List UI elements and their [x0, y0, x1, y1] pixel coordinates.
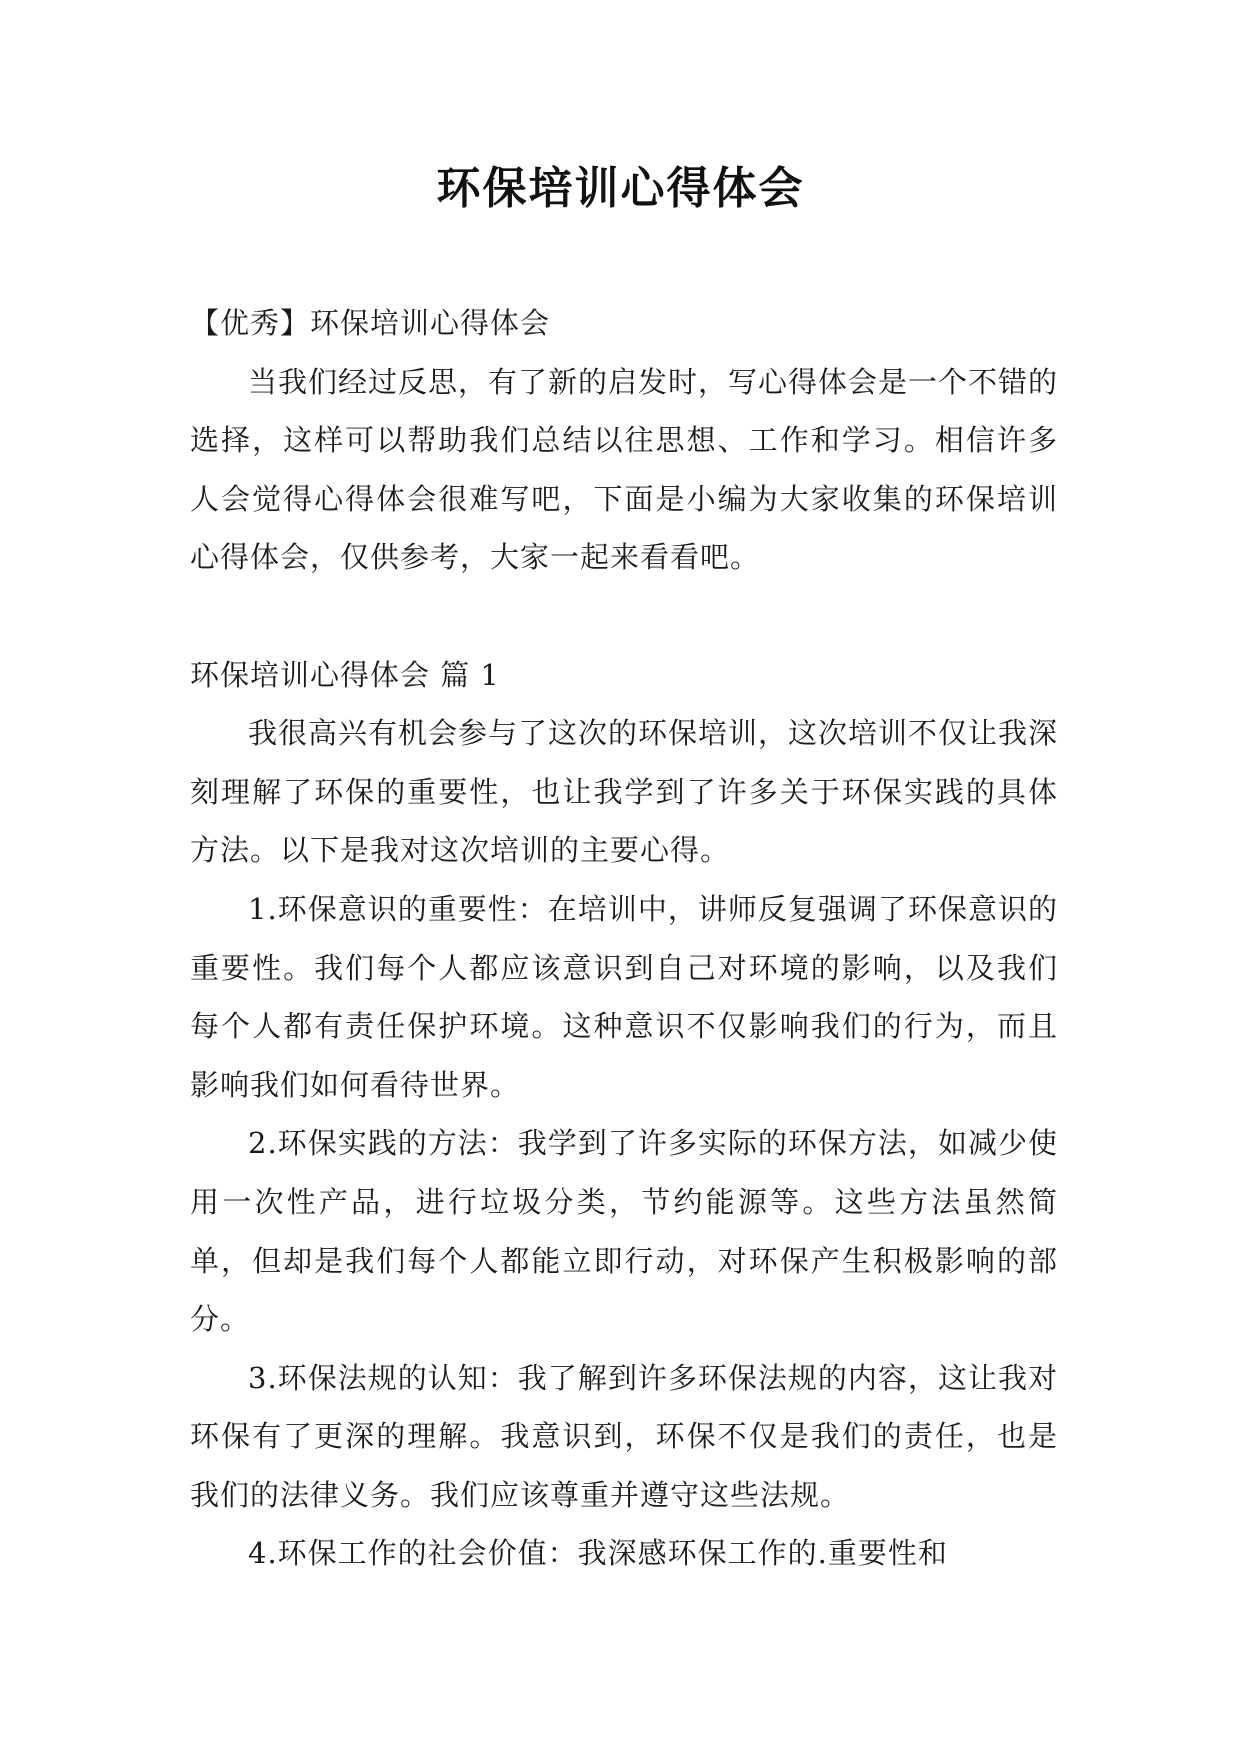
paragraph-gap	[190, 587, 1058, 646]
body-paragraph-5: 4.环保工作的社会价值：我深感环保工作的.重要性和	[248, 1536, 948, 1571]
section-heading: 环保培训心得体会 篇 1	[190, 657, 500, 692]
document-body	[190, 294, 1058, 1583]
body-paragraph-1: 我很高兴有机会参与了这次的环保培训，这次培训不仅让我深刻理解了环保的重要性，也让我学到了许多关于环保实践的具体方法。以下是我对这次培训的主要心得。	[190, 716, 1059, 868]
body-paragraph-2: 1.环保意识的重要性：在培训中，讲师反复强调了环保意识的重要性。我们每个人都应该意识到自己对环境的影响，以及我们每个人都有责任保护环境。这种意识不仅影响我们的行为，而且影响我们如何看待世界。	[190, 891, 1058, 1102]
document-title: 环保培训心得体会	[436, 163, 805, 214]
body-paragraph-4: 3.环保法规的认知：我了解到许多环保法规的内容，这让我对环保有了更深的理解。我意识到，环保不仅是我们的责任，也是我们的法律义务。我们应该尊重并遵守这些法规。	[190, 1360, 1058, 1512]
document-subtitle: 【优秀】环保培训心得体会	[190, 306, 551, 340]
body-paragraph-3: 2.环保实践的方法：我学到了许多实际的环保方法，如减少使用一次性产品，进行垃圾分类，节约能源等。这些方法虽然简单，但却是我们每个人都能立即行动，对环保产生积极影响的部分。	[190, 1126, 1058, 1337]
intro-paragraph: 当我们经过反思，有了新的启发时，写心得体会是一个不错的选择，这样可以帮助我们总结以往思想、工作和学习。相信许多人会觉得心得体会很难写吧，下面是小编为大家收集的环保培训心得体会，仅供参考，大家一起来看看吧。	[190, 364, 1059, 575]
